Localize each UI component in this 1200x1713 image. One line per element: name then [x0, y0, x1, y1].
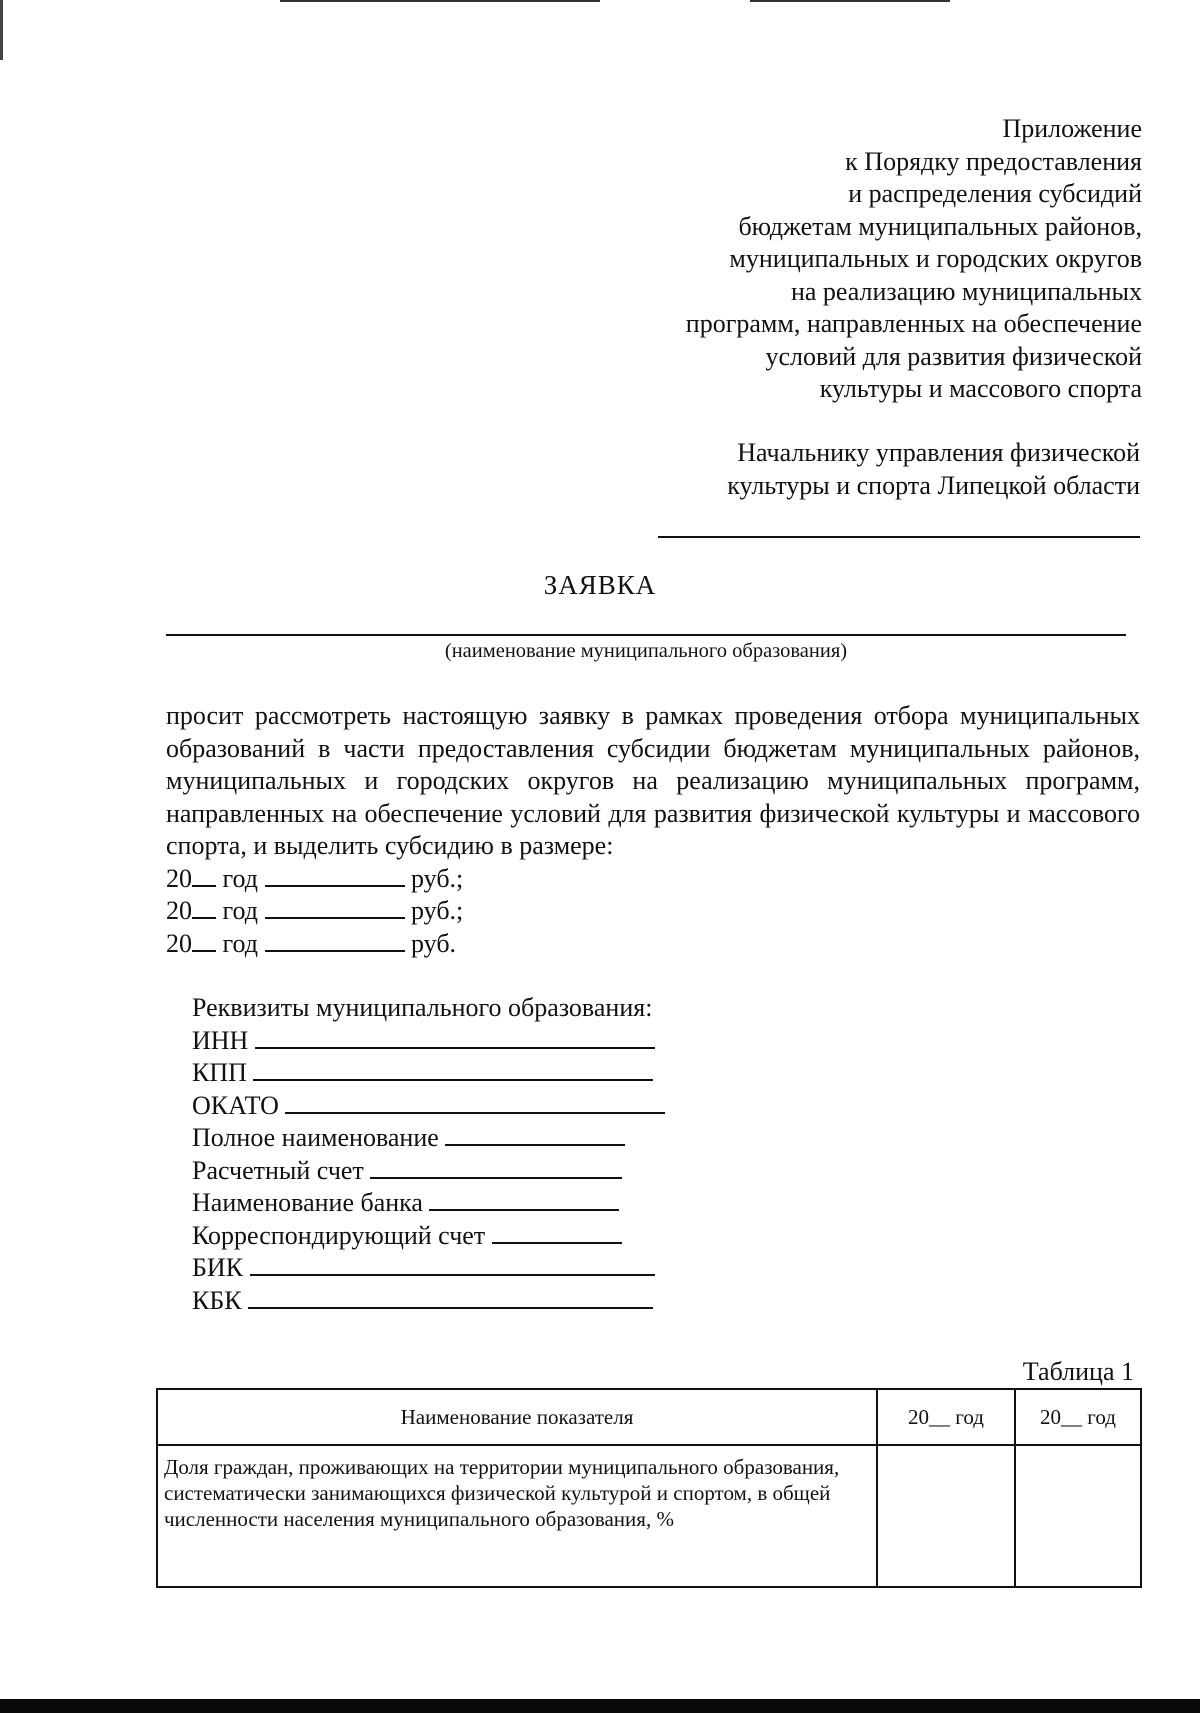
- scan-edge-top: [750, 0, 950, 2]
- year-blank: [192, 930, 216, 952]
- requisite-blank: [255, 1027, 655, 1049]
- addressee-block: [580, 436, 1140, 502]
- indicators-table: [156, 1388, 1142, 1588]
- requisite-label: Наименование банка: [192, 1188, 423, 1217]
- year-blank: [192, 897, 216, 919]
- addressee-line: Начальнику управления физической: [737, 438, 1140, 467]
- requisite-blank: [429, 1189, 619, 1211]
- requisite-blank: [445, 1124, 625, 1146]
- appendix-line: условий для развития физической: [765, 341, 1142, 371]
- appendix-line: и распределения субсидий: [848, 179, 1142, 208]
- requisite-row-bik: [192, 1252, 892, 1285]
- appendix-line: муниципальных и городских округов: [729, 244, 1142, 273]
- appendix-block: [582, 113, 1142, 406]
- requisites-block: [192, 992, 892, 1317]
- amount-blank: [265, 897, 405, 919]
- table-cell-value: [877, 1445, 1015, 1587]
- requisite-label: БИК: [192, 1253, 244, 1282]
- addressee-line: культуры и спорта Липецкой области: [727, 471, 1140, 500]
- scan-edge-bottom: [0, 1699, 1200, 1713]
- year-amount-row: [166, 928, 1140, 961]
- appendix-line: на реализацию муниципальных: [790, 276, 1142, 306]
- requisite-label: КБК: [192, 1285, 242, 1315]
- year-label: год: [222, 928, 258, 958]
- appendix-line: Приложение: [1002, 114, 1142, 143]
- appendix-line: к Порядку предоставления: [845, 146, 1142, 176]
- requisite-label: ИНН: [192, 1025, 249, 1055]
- currency-label: руб.;: [411, 896, 464, 925]
- year-prefix: 20: [166, 863, 192, 893]
- requisite-label: ОКАТО: [192, 1090, 279, 1120]
- document-title: ЗАЯВКА: [543, 570, 657, 600]
- table-header-row: [157, 1389, 1141, 1445]
- municipality-blank-line: [166, 634, 1126, 636]
- requisite-blank: [370, 1157, 622, 1179]
- year-prefix: 20: [166, 896, 192, 925]
- appendix-line: бюджетам муниципальных районов,: [738, 211, 1142, 241]
- municipality-caption: (наименование муниципального образования): [444, 640, 848, 662]
- table-title: Таблица 1: [1022, 1357, 1134, 1386]
- request-block: [166, 700, 1140, 960]
- table-row: [157, 1445, 1141, 1587]
- scan-edge-top: [280, 0, 600, 2]
- table-header-indicator: Наименование показателя: [157, 1389, 877, 1445]
- year-label: год: [222, 863, 258, 893]
- requisite-label: Расчетный счет: [192, 1155, 364, 1185]
- appendix-line: культуры и массового спорта: [819, 374, 1142, 403]
- year-prefix: 20: [166, 928, 192, 958]
- requisite-blank: [492, 1222, 622, 1244]
- year-blank: [192, 865, 216, 887]
- requisite-row-inn: [192, 1025, 892, 1058]
- table-header-year: 20__ год: [1015, 1389, 1141, 1445]
- requisite-blank: [250, 1254, 655, 1276]
- requisite-row-okato: [192, 1090, 892, 1123]
- amount-blank: [265, 865, 405, 887]
- currency-label: руб.: [411, 928, 457, 958]
- requisite-row-corr-account: [192, 1220, 892, 1253]
- table-cell-indicator: Доля граждан, проживающих на территории муниципального образования, систематически занимающихся физической культурой и спортом, в общей численности населения муниципального образования, %: [157, 1445, 877, 1587]
- scan-edge-left: [0, 0, 3, 60]
- table-cell-value: [1015, 1445, 1141, 1587]
- requisite-blank: [253, 1059, 653, 1081]
- table-header-year: 20__ год: [877, 1389, 1015, 1445]
- amount-blank: [265, 930, 405, 952]
- requisite-row-bank: [192, 1187, 892, 1220]
- requisite-label: Полное наименование: [192, 1123, 439, 1152]
- requisites-heading: Реквизиты муниципального образования:: [192, 993, 653, 1022]
- requisite-label: КПП: [192, 1058, 247, 1087]
- requisite-blank: [248, 1287, 653, 1309]
- requisite-blank: [285, 1092, 665, 1114]
- requisite-label: Корреспондирующий счет: [192, 1220, 486, 1250]
- appendix-line: программ, направленных на обеспечение: [685, 309, 1142, 338]
- requisite-row-kpp: [192, 1057, 892, 1090]
- requisite-row-kbk: [192, 1285, 892, 1318]
- request-text: просит рассмотреть настоящую заявку в рамках проведения отбора муниципальных образований в части предоставления субсидии бюджетам муниципальных районов, муниципальных и городских округов на реализацию муниципальных программ, направленных на обеспечение условий для развития физической культуры и массового спорта, и выделить субсидию в размере:: [166, 701, 1140, 860]
- year-label: год: [222, 896, 258, 925]
- currency-label: руб.;: [411, 863, 464, 893]
- addressee-blank-line: [658, 536, 1140, 538]
- year-amount-row: [166, 895, 1140, 928]
- requisite-row-full-name: [192, 1122, 892, 1155]
- requisite-row-account: [192, 1155, 892, 1188]
- year-amount-row: [166, 863, 1140, 896]
